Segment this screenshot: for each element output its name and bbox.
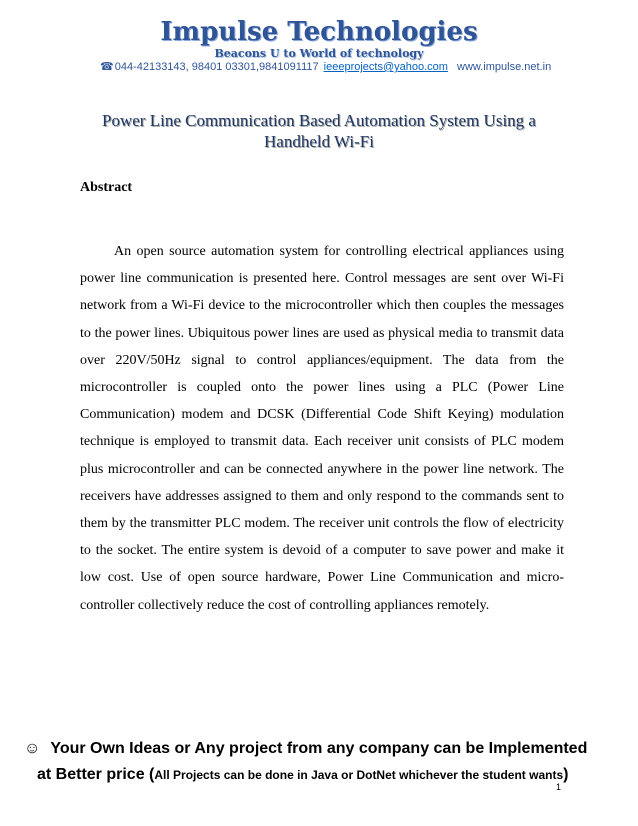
promo-text-1: Your Own Ideas or Any project from any company can be Implemented (50, 740, 588, 757)
phone-icon: ☎ (100, 61, 114, 73)
company-name: Impulse Technologies (160, 17, 478, 47)
promo-line-2 (37, 764, 568, 786)
website-text: www.impulse.net.in (457, 61, 552, 73)
letterhead (0, 18, 638, 60)
promo-text-2: at Better price ( (37, 766, 155, 783)
page-number: 1 (556, 782, 562, 792)
abstract-paragraph: An open source automation system for controlling electrical appliances using power line communication is presented here. Control messages are sent over Wi-Fi network from a Wi-Fi device to the microcontroller which then couples the messages to the power lines. Ubiquitous power lines are used as physical media to transmit data over 220V/50Hz signal to control appliances/equipment. The data from the microcontroller is coupled onto the power lines using a PLC (Power Line Communication) modem and DCSK (Differential Code Shift Keying) modulation technique is employed to transmit data. Each receiver unit consists of PLC modem plus microcontroller and can be connected anywhere in the power line network. The receivers have addresses assigned to them and only respond to the commands sent to them by the transmitter PLC modem. The receiver unit controls the flow of electricity to the socket. The entire system is devoid of a computer to save power and make it low cost. Use of open source hardware, Power Line Communication and micro-controller collectively reduce the cost of controlling appliances remotely. (80, 244, 564, 613)
abstract-heading: Abstract (80, 180, 133, 195)
document-title (60, 110, 578, 152)
title-line-2: Handheld Wi-Fi (264, 132, 374, 151)
company-tagline: Beacons U to World of technology (214, 47, 424, 60)
contact-line (100, 60, 600, 74)
smiley-icon: ☺ (24, 740, 41, 757)
phone-numbers: 044-42133143, 98401 03301,9841091117 (114, 61, 319, 73)
promo-line-1 (24, 738, 587, 760)
email-link[interactable]: ieeeprojects@yahoo.com (323, 61, 448, 73)
title-line-1: Power Line Communication Based Automation System Using a (102, 111, 536, 130)
promo-text-2-end: ) (563, 766, 569, 783)
promo-text-2-detail: All Projects can be done in Java or DotNet whichever the student wants (154, 768, 564, 782)
